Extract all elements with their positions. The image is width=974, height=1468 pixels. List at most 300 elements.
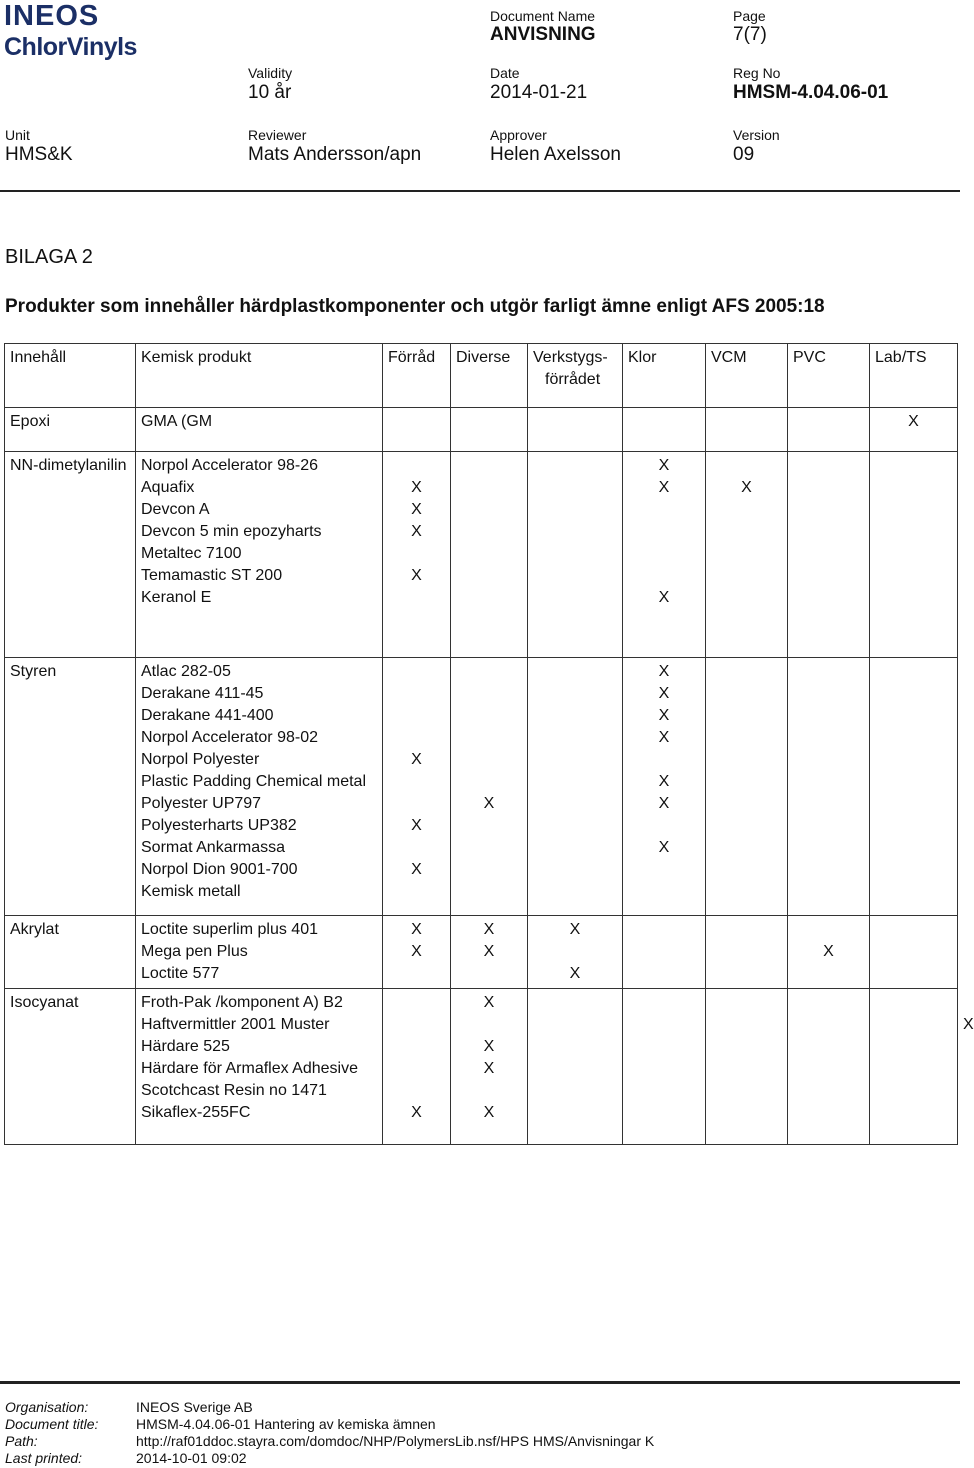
empty-mark	[388, 771, 445, 793]
content-cell	[5, 989, 136, 1145]
footer-path-label: Path:	[5, 1433, 38, 1449]
x-mark: X	[483, 1038, 495, 1055]
footer-path: http://raf01ddoc.stayra.com/domdoc/NHP/PolymersLib.nsf/HPS HMS/Anvisningar K	[136, 1433, 655, 1449]
empty-mark	[711, 992, 782, 1014]
empty-mark	[388, 963, 445, 985]
footer-printed-label: Last printed:	[5, 1450, 83, 1466]
x-mark: X	[483, 795, 495, 812]
product-cell	[136, 452, 383, 658]
x-mark: X	[483, 943, 495, 960]
product-name: Härdare för Armaflex Adhesive	[141, 1060, 358, 1077]
empty-mark	[793, 455, 864, 477]
footer-org-label: Organisation:	[5, 1399, 89, 1415]
product-name: Sormat Ankarmassa	[141, 839, 286, 856]
empty-mark	[711, 683, 782, 705]
empty-mark	[388, 992, 445, 1014]
empty-mark	[875, 543, 952, 565]
product-name: Devcon A	[141, 501, 210, 518]
empty-mark	[875, 499, 952, 521]
empty-mark	[875, 793, 952, 815]
empty-mark	[793, 749, 864, 771]
footer-org: INEOS Sverige AB	[136, 1399, 253, 1415]
empty-mark	[628, 499, 700, 521]
empty-mark	[388, 683, 445, 705]
product-cell	[136, 916, 383, 989]
empty-mark	[628, 565, 700, 587]
empty-mark	[456, 411, 522, 433]
empty-mark	[533, 881, 617, 903]
mark-cell	[451, 452, 528, 658]
product-name: Norpol Dion 9001-700	[141, 861, 298, 878]
col-header-verkstygs-line2: förrådet	[545, 371, 601, 388]
empty-mark	[388, 1080, 445, 1102]
logo-brand: INEOS	[4, 0, 100, 32]
empty-mark	[793, 992, 864, 1014]
empty-mark	[711, 1080, 782, 1102]
empty-mark	[628, 749, 700, 771]
empty-mark	[711, 727, 782, 749]
empty-mark	[711, 565, 782, 587]
product-cell	[136, 658, 383, 916]
empty-mark	[875, 683, 952, 705]
empty-mark	[533, 992, 617, 1014]
empty-mark	[388, 411, 445, 433]
mark-cell	[383, 989, 451, 1145]
empty-mark	[533, 727, 617, 749]
empty-mark	[711, 1102, 782, 1124]
empty-mark	[628, 881, 700, 903]
empty-mark	[456, 749, 522, 771]
empty-mark	[456, 543, 522, 565]
empty-mark	[388, 661, 445, 683]
empty-mark	[388, 1014, 445, 1036]
regno: HMSM-4.04.06-01	[733, 82, 889, 103]
product-name: Kemisk metall	[141, 883, 241, 900]
x-mark: X	[658, 795, 670, 812]
empty-mark	[793, 793, 864, 815]
content-cell	[5, 452, 136, 658]
product-name: Haftvermittler 2001 Muster	[141, 1016, 330, 1033]
empty-mark	[793, 815, 864, 837]
x-mark: X	[658, 663, 670, 680]
mark-cell	[788, 989, 870, 1145]
product-cell	[136, 989, 383, 1145]
empty-mark	[533, 411, 617, 433]
page-number: 7(7)	[733, 24, 767, 45]
content-cell	[5, 658, 136, 916]
content-name: Isocyanat	[10, 994, 79, 1011]
empty-mark	[456, 477, 522, 499]
x-mark: X	[411, 501, 422, 518]
empty-mark	[793, 727, 864, 749]
mark-cell	[623, 452, 706, 658]
empty-mark	[628, 919, 700, 941]
mark-cell	[383, 452, 451, 658]
empty-mark	[875, 521, 952, 543]
empty-mark	[628, 1080, 700, 1102]
empty-mark	[388, 455, 445, 477]
empty-mark	[793, 477, 864, 499]
empty-mark	[628, 941, 700, 963]
empty-mark	[711, 521, 782, 543]
product-name: Atlac 282-05	[141, 663, 231, 680]
empty-mark	[711, 837, 782, 859]
x-mark: X	[658, 773, 670, 790]
empty-mark	[875, 1014, 952, 1036]
mark-cell	[870, 916, 958, 989]
empty-mark	[793, 881, 864, 903]
empty-mark	[875, 963, 952, 985]
mark-cell	[870, 658, 958, 916]
empty-mark	[628, 543, 700, 565]
product-name: Polyester UP797	[141, 795, 262, 812]
empty-mark	[875, 919, 952, 941]
logo-sub: ChlorVinyls	[4, 33, 137, 61]
mark-cell	[451, 989, 528, 1145]
empty-mark	[388, 727, 445, 749]
empty-mark	[533, 749, 617, 771]
empty-mark	[533, 455, 617, 477]
empty-mark	[875, 992, 952, 1014]
empty-mark	[793, 683, 864, 705]
reviewer: Mats Andersson/apn	[248, 144, 422, 165]
empty-mark	[793, 521, 864, 543]
mark-cell	[528, 658, 623, 916]
empty-mark	[456, 455, 522, 477]
x-mark: X	[658, 839, 670, 856]
mark-cell	[623, 989, 706, 1145]
unit: HMS&K	[5, 144, 73, 165]
version-label: Version	[733, 127, 780, 143]
empty-mark	[875, 1102, 952, 1124]
product-name: Derakane 411-45	[141, 685, 264, 702]
empty-mark	[456, 771, 522, 793]
empty-mark	[628, 1036, 700, 1058]
empty-mark	[875, 455, 952, 477]
empty-mark	[711, 1014, 782, 1036]
empty-mark	[628, 1058, 700, 1080]
empty-mark	[533, 941, 617, 963]
product-name: Keranol E	[141, 589, 212, 606]
content-name: Epoxi	[10, 413, 51, 430]
x-mark: X	[658, 685, 670, 702]
x-mark: X	[411, 943, 422, 960]
empty-mark	[793, 859, 864, 881]
mark-cell	[383, 408, 451, 452]
empty-mark	[793, 1014, 864, 1036]
mark-cell	[870, 452, 958, 658]
version: 09	[733, 144, 755, 165]
empty-mark	[533, 1058, 617, 1080]
empty-mark	[875, 477, 952, 499]
mark-cell	[528, 452, 623, 658]
empty-mark	[793, 705, 864, 727]
x-mark: X	[741, 479, 752, 496]
approver-label: Approver	[490, 127, 547, 143]
content-name: Akrylat	[10, 921, 59, 938]
content-name: NN-dimetylanilin	[10, 457, 127, 474]
validity: 10 år	[248, 82, 292, 103]
empty-mark	[533, 1036, 617, 1058]
empty-mark	[533, 521, 617, 543]
col-header-forrad: Förråd	[388, 349, 436, 366]
date-label: Date	[490, 65, 520, 81]
empty-mark	[533, 543, 617, 565]
empty-mark	[711, 881, 782, 903]
product-name: Plastic Padding Chemical metal	[141, 773, 366, 790]
empty-mark	[711, 919, 782, 941]
empty-mark	[533, 1014, 617, 1036]
empty-mark	[533, 859, 617, 881]
empty-mark	[793, 771, 864, 793]
empty-mark	[793, 1036, 864, 1058]
x-mark: X	[823, 943, 834, 960]
product-name: Derakane 441-400	[141, 707, 274, 724]
approver: Helen Axelsson	[490, 144, 621, 165]
empty-mark	[711, 963, 782, 985]
empty-mark	[533, 1080, 617, 1102]
mark-cell	[383, 658, 451, 916]
empty-mark	[875, 881, 952, 903]
mark-cell	[706, 989, 788, 1145]
empty-mark	[533, 771, 617, 793]
footer-title-label: Document title:	[5, 1416, 99, 1432]
empty-mark	[711, 771, 782, 793]
product-name: Härdare 525	[141, 1038, 230, 1055]
empty-mark	[793, 1058, 864, 1080]
empty-mark	[711, 411, 782, 433]
mark-cell	[451, 408, 528, 452]
empty-mark	[388, 837, 445, 859]
empty-mark	[875, 705, 952, 727]
table-header-row	[5, 344, 958, 408]
empty-mark	[388, 543, 445, 565]
product-name: Scotchcast Resin no 1471	[141, 1082, 327, 1099]
product-name: Temamastic ST 200	[141, 567, 283, 584]
empty-mark	[628, 411, 700, 433]
x-mark: X	[411, 817, 422, 834]
empty-mark	[533, 837, 617, 859]
empty-mark	[711, 705, 782, 727]
empty-mark	[711, 793, 782, 815]
products-table	[4, 343, 974, 1145]
empty-mark	[456, 587, 522, 609]
empty-mark	[875, 1080, 952, 1102]
mark-cell	[870, 408, 958, 452]
empty-mark	[875, 565, 952, 587]
product-name: Froth-Pak /komponent A) B2	[141, 994, 343, 1011]
col-header-pvc: PVC	[793, 349, 826, 366]
empty-mark	[875, 661, 952, 683]
page-label: Page	[733, 8, 766, 24]
x-mark: X	[411, 751, 422, 768]
x-mark: X	[658, 457, 670, 474]
empty-mark	[793, 1102, 864, 1124]
empty-mark	[456, 499, 522, 521]
product-name: Metaltec 7100	[141, 545, 242, 562]
table-row	[5, 452, 958, 658]
product-name: Loctite superlim plus 401	[141, 921, 318, 938]
product-name: Polyesterharts UP382	[141, 817, 297, 834]
empty-mark	[628, 1014, 700, 1036]
x-mark: X	[658, 707, 670, 724]
empty-mark	[875, 815, 952, 837]
date: 2014-01-21	[490, 82, 588, 103]
empty-mark	[533, 815, 617, 837]
col-header-innehall: Innehåll	[10, 349, 67, 366]
empty-mark	[456, 705, 522, 727]
empty-mark	[711, 661, 782, 683]
empty-mark	[533, 565, 617, 587]
x-mark: X	[411, 921, 422, 938]
empty-mark	[793, 837, 864, 859]
empty-mark	[456, 837, 522, 859]
footer-printed: 2014-10-01 09:02	[136, 1450, 247, 1466]
empty-mark	[533, 1102, 617, 1124]
empty-mark	[793, 499, 864, 521]
empty-mark	[875, 771, 952, 793]
empty-mark	[456, 815, 522, 837]
x-mark: X	[483, 1104, 495, 1121]
empty-mark	[793, 543, 864, 565]
mark-cell	[788, 658, 870, 916]
table-row	[5, 658, 958, 916]
appendix-heading: BILAGA 2	[5, 246, 93, 268]
regno-label: Reg No	[733, 65, 781, 81]
empty-mark	[456, 727, 522, 749]
empty-mark	[711, 749, 782, 771]
empty-mark	[388, 1058, 445, 1080]
doc-name: ANVISNING	[490, 24, 596, 45]
x-mark: X	[569, 921, 581, 938]
empty-mark	[628, 815, 700, 837]
empty-mark	[533, 587, 617, 609]
empty-mark	[875, 837, 952, 859]
empty-mark	[875, 859, 952, 881]
empty-mark	[711, 587, 782, 609]
empty-mark	[456, 565, 522, 587]
product-name: Norpol Accelerator 98-26	[141, 457, 318, 474]
empty-mark	[456, 661, 522, 683]
empty-mark	[388, 1036, 445, 1058]
empty-mark	[711, 815, 782, 837]
empty-mark	[533, 793, 617, 815]
col-header-klor: Klor	[628, 349, 657, 366]
mark-cell	[870, 989, 958, 1145]
table-row	[5, 408, 958, 452]
empty-mark	[875, 749, 952, 771]
empty-mark	[875, 941, 952, 963]
content-cell	[5, 916, 136, 989]
product-name: Norpol Accelerator 98-02	[141, 729, 318, 746]
product-name: Norpol Polyester	[141, 751, 260, 768]
mark-cell	[451, 658, 528, 916]
empty-mark	[533, 477, 617, 499]
table-row	[5, 916, 958, 989]
x-mark: X	[569, 965, 581, 982]
empty-mark	[388, 587, 445, 609]
mark-cell	[528, 989, 623, 1145]
empty-mark	[875, 727, 952, 749]
empty-mark	[388, 793, 445, 815]
empty-mark	[793, 565, 864, 587]
empty-mark	[711, 455, 782, 477]
empty-mark	[533, 705, 617, 727]
footer-divider	[0, 1381, 960, 1384]
x-mark: X	[658, 729, 670, 746]
empty-mark	[388, 881, 445, 903]
empty-mark	[628, 859, 700, 881]
empty-mark	[456, 1014, 522, 1036]
mark-cell	[623, 408, 706, 452]
col-header-diverse: Diverse	[456, 349, 511, 366]
empty-mark	[388, 705, 445, 727]
product-name: Sikaflex-255FC	[141, 1104, 251, 1121]
x-mark: X	[411, 861, 422, 878]
mark-cell	[788, 452, 870, 658]
mark-cell	[623, 916, 706, 989]
empty-mark	[628, 992, 700, 1014]
doc-name-label: Document Name	[490, 8, 596, 24]
empty-mark	[711, 1058, 782, 1080]
mark-cell	[788, 408, 870, 452]
mark-cell	[623, 658, 706, 916]
col-header-vcm: VCM	[711, 349, 747, 366]
x-mark: X	[483, 1060, 495, 1077]
empty-mark	[711, 859, 782, 881]
mark-cell	[451, 916, 528, 989]
header-divider	[0, 190, 960, 192]
empty-mark	[533, 683, 617, 705]
col-header-verkstygsforradet	[528, 344, 622, 394]
empty-mark	[533, 661, 617, 683]
empty-mark	[711, 941, 782, 963]
empty-mark	[875, 587, 952, 609]
mark-cell	[528, 408, 623, 452]
footer-title: HMSM-4.04.06-01 Hantering av kemiska ämnen	[136, 1416, 436, 1432]
mark-cell	[788, 916, 870, 989]
empty-mark	[875, 1036, 952, 1058]
x-mark: X	[658, 589, 670, 606]
empty-mark	[793, 661, 864, 683]
table-row: Isocyanat Froth-Pak /komponent A) B2 Haftvermittler 2001 Muster Härdare 525 Härdare för Armaflex Adhesive Scotchcast Resin no 1471 Sikaflex-255FC X X X X X X	[5, 989, 958, 1145]
product-name: Mega pen Plus	[141, 943, 248, 960]
empty-mark	[456, 1080, 522, 1102]
empty-mark	[456, 683, 522, 705]
empty-mark	[793, 1080, 864, 1102]
x-mark: X	[908, 413, 919, 430]
empty-mark	[711, 543, 782, 565]
x-mark: X	[411, 479, 422, 496]
mark-cell	[706, 408, 788, 452]
reviewer-label: Reviewer	[248, 127, 307, 143]
empty-mark	[628, 1102, 700, 1124]
document-title: Produkter som innehåller härdplastkomponenter och utgör farligt ämne enligt AFS 2005:18	[5, 296, 825, 317]
col-header-kemisk-produkt: Kemisk produkt	[141, 349, 252, 366]
empty-mark	[711, 1036, 782, 1058]
col-header-lab-ts: Lab/TS	[875, 349, 927, 366]
empty-mark	[456, 881, 522, 903]
empty-mark	[533, 499, 617, 521]
x-mark: X	[658, 479, 670, 496]
x-mark: X	[483, 994, 495, 1011]
x-mark: X	[483, 921, 495, 938]
empty-mark	[793, 411, 864, 433]
mark-cell	[706, 658, 788, 916]
x-mark: X	[411, 523, 422, 540]
empty-mark	[793, 919, 864, 941]
product-name: Loctite 577	[141, 965, 220, 982]
